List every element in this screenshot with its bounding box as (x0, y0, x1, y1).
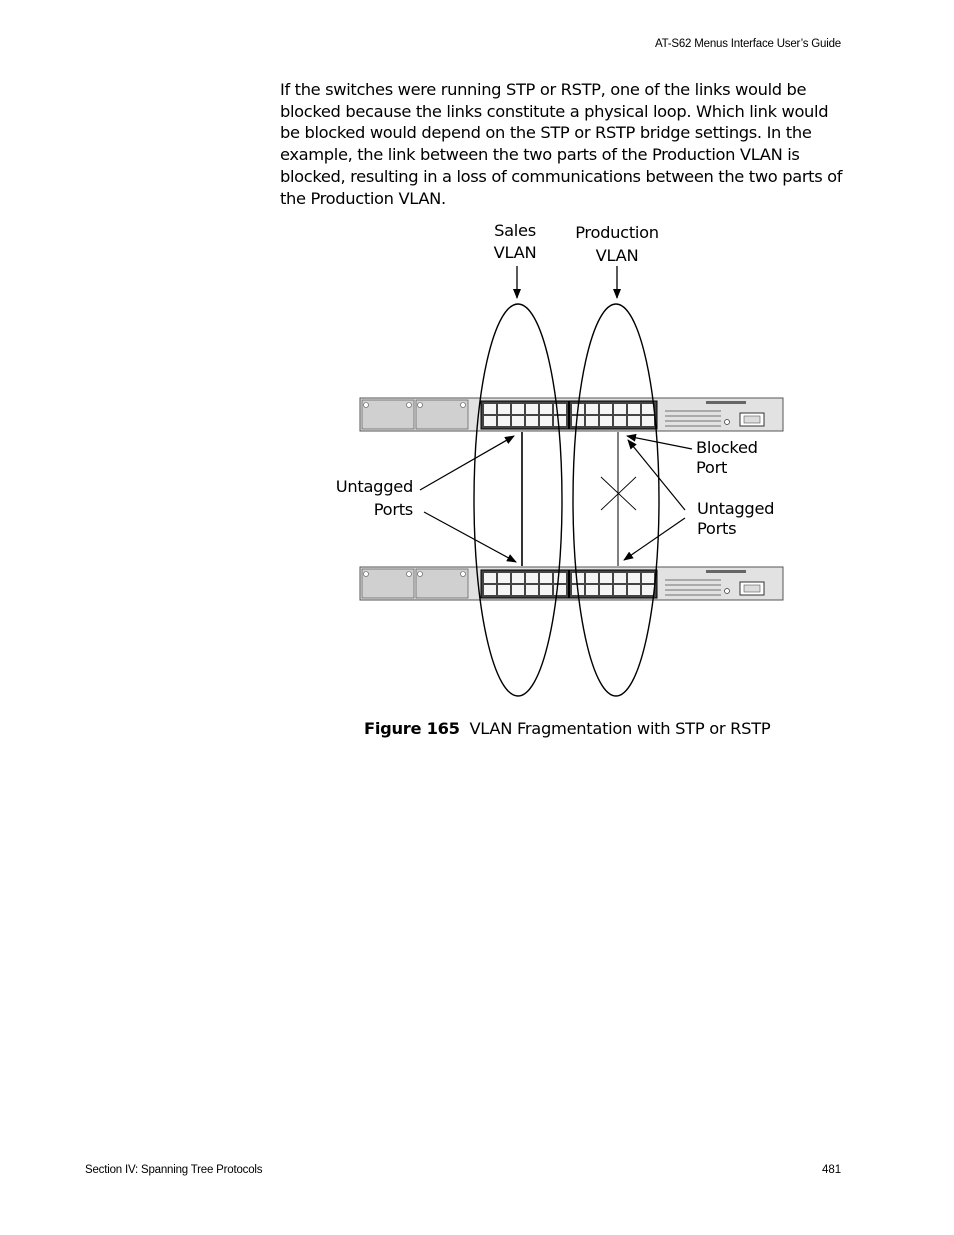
untagged-right-line2: Ports (697, 519, 737, 538)
running-header: AT-S62 Menus Interface User’s Guide (654, 38, 841, 50)
sales-vlan-ellipse (474, 304, 562, 696)
untagged-left-arrow-bottom (424, 512, 516, 562)
sales-label-line1: Sales (494, 221, 536, 240)
production-label-line1: Production (575, 223, 659, 242)
production-vlan-ellipse (573, 304, 659, 696)
untagged-left-line2: Ports (373, 500, 413, 519)
untagged-right-arrow-bottom (624, 518, 685, 560)
untagged-right-arrow-top (628, 440, 685, 510)
page-number: 481 (822, 1164, 842, 1176)
body-paragraph: If the switches were running STP or RSTP, one of the links would be blocked because the links constitute a physical loop. Which link would be blocked would depend on the STP or RSTP bridge settings. In the example, the link between the two parts of the Production VLAN is blocked, resulting in a loss of communications between the two parts of the Production VLAN. (280, 80, 843, 208)
sales-label-line2: VLAN (493, 243, 537, 262)
bottom-switch (360, 567, 783, 600)
figure-number: Figure 165 (364, 719, 460, 738)
blocked-port-line2: Port (696, 458, 728, 477)
figure-title: VLAN Fragmentation with STP or RSTP (469, 719, 771, 738)
untagged-right-line1: Untagged (697, 499, 775, 518)
untagged-left-line1: Untagged (335, 477, 413, 496)
footer-section: Section IV: Spanning Tree Protocols (85, 1164, 263, 1176)
blocked-port-line1: Blocked (696, 438, 758, 457)
top-switch (360, 398, 783, 431)
figure-caption (364, 719, 770, 738)
production-label-line2: VLAN (595, 246, 639, 265)
untagged-left-arrow-top (420, 436, 514, 490)
blocked-port-arrow (627, 436, 692, 449)
